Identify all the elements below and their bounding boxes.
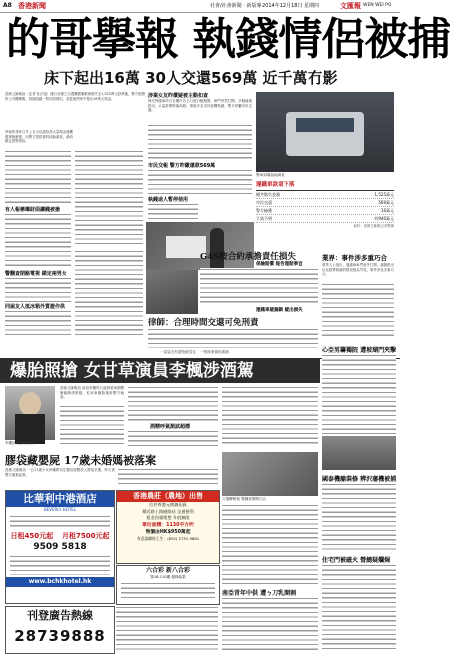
body-text-block	[5, 213, 71, 268]
table-row-value: 1,525萬元	[374, 192, 394, 197]
body-text-block	[322, 483, 396, 551]
table-source: 資料：香港文匯報記者整理	[353, 224, 394, 228]
photo-evidence-bags	[146, 270, 198, 314]
body-text-block	[148, 203, 198, 223]
body-text-block	[5, 277, 71, 302]
ad-farm-line1: 鄰近路上路避路站 交通便利	[142, 508, 194, 514]
ad-farm-title: 香港農莊（農地）出售	[117, 491, 219, 502]
body-text-block	[322, 354, 396, 434]
sub-heading-2: 有人報稱曝財面讓錢被搶	[5, 207, 61, 213]
body-text-block	[118, 468, 218, 486]
right-col-body: 業界人士指出，運錢車車門意外打開、錢箱跌出以至鈔票散落的情況極為罕見，事件涉及多重巧合。	[322, 263, 394, 277]
right-story-4-title: 南亞青年中供 遭ㄅ刀乳開割	[222, 590, 297, 597]
photo-body-shape	[15, 414, 45, 444]
g4s-title: G4S按合約承擔責任損失	[200, 252, 296, 262]
body-text-block	[75, 250, 143, 336]
ad-farm-price2: 售價由HK$950萬起	[145, 529, 191, 535]
ad-hotel-line1: 日租450元起	[10, 532, 54, 540]
body-text-block	[60, 405, 124, 445]
money-table	[256, 180, 394, 240]
body-text-block	[222, 504, 318, 584]
header-date: 2014年12月18日 星期四	[262, 3, 320, 9]
photo1-caption: 一對涉案情侶被捕	[200, 350, 229, 354]
ad-classified-tel: 28739888	[14, 627, 106, 645]
body-text-block	[116, 606, 218, 652]
lawyer-title: 律師：合理時間交還可免刑責	[148, 318, 259, 328]
actress-headline: 爆胎照搶 女甘草演員李楓涉酒駕	[10, 361, 254, 381]
photo-face-shape	[19, 392, 41, 416]
body-text-block	[5, 310, 71, 336]
lead-body-1: 香港文匯報訊（記者 杜法祖）運行存儲之行遇攔置運載保箱失去1,525萬元鈔票後，警方根據的士司機擧報，拘捕拾錢一對同居情侶，並從他們家中搜出16萬元現金。	[5, 92, 145, 101]
photo3-caption: 一袋袋含有證物被送往	[160, 350, 196, 354]
col2-heading: 涉案女友昨償疑被主動扣查	[148, 93, 209, 99]
ad-classified[interactable]	[5, 606, 115, 654]
page-header	[0, 0, 400, 13]
lottery-numbers	[121, 582, 215, 600]
ad-hotel-line2: 月租7500元起	[62, 532, 110, 540]
right-story-1-title: 心亞男籌獨院 遭坡瑚門夾擊	[322, 347, 397, 354]
ad-classified-title: 刊登廣告熱線	[27, 609, 93, 622]
table-row	[256, 215, 394, 223]
baby-story-title: 膠袋藏嬰屍 17歲未婚媽被落案	[5, 454, 157, 467]
sub-heading-3: 警翻查閉路電視 鎖定兩男女	[5, 271, 67, 277]
lottery-results	[116, 565, 220, 605]
photo-mid-lower	[222, 452, 318, 496]
table-row	[256, 199, 394, 207]
table-row-label: 下落不明	[256, 216, 272, 221]
paper-name: 文匯報	[340, 2, 361, 10]
lead-subhead: 床下起出16萬 30人交還569萬 近千萬冇影	[44, 69, 338, 87]
ad-hotel-name: 比華利中港酒店	[6, 491, 114, 507]
ad-hotel-prices	[6, 531, 114, 541]
col2-subheading-2: 執錢途人暫停使用	[148, 197, 189, 203]
table-row-label: 警方檢獲	[256, 208, 272, 213]
baby-story-body: 香港文匯報訊 一名17歲少女涉嫌將初生嬰兒屍體放入膠袋丟棄，昨日被警方落案起訴。	[5, 468, 115, 477]
table-row-label: 總共散失金額	[256, 192, 280, 197]
body-text-block	[222, 597, 318, 652]
photo-right-story	[322, 436, 396, 470]
body-text-block	[322, 564, 396, 652]
ad-hotel-sub: BEVERLY HOTEL	[43, 507, 77, 512]
table-row-value: 569萬元	[378, 200, 394, 205]
body-text-block	[148, 328, 318, 348]
photo-actress	[5, 386, 55, 440]
ad-farm-line2: 租金回報理想 升值無限	[146, 515, 190, 520]
body-text-block	[148, 169, 252, 195]
body-text-block	[322, 283, 394, 339]
table-row-value: 16萬元	[380, 208, 394, 213]
body-text-block	[128, 386, 218, 421]
ad-farm-price: 單位面積：1130平方呎	[142, 522, 194, 528]
paper-name-en: WEN WEI PO	[363, 3, 392, 8]
actress-headline-bar	[0, 359, 320, 383]
lottery-title: 六合彩 新八合彩	[145, 567, 191, 574]
header-left-info: 社會/社會新聞 · 新版專	[210, 3, 262, 9]
mid-photo-caption: 文揚驛報報 警翻查閉路巧合	[222, 497, 267, 501]
actress-sub: 酒精呼氣測試超標	[150, 424, 191, 430]
section-name: 香港新聞	[18, 2, 46, 10]
ad-farm[interactable]	[116, 490, 220, 564]
photo-police-vehicle	[256, 92, 394, 172]
sub-heading-4: 同屋友人抵冰箱外質證作供	[5, 304, 66, 310]
body-text-block	[75, 150, 143, 245]
lottery-body: 第18-110期 攪珠結果	[150, 575, 186, 579]
money-table-title: 運錢車款項下落	[256, 182, 295, 188]
ad-hotel-tel: 9509 5818	[33, 542, 87, 552]
money-table-rows	[256, 190, 394, 229]
photo-couple-arrest	[146, 222, 254, 270]
lead-headline: 的哥擧報 執錢情侶被捕	[6, 14, 450, 65]
ad-farm-contact: 有意請聯絡王生：(852) 2751 9882	[136, 535, 200, 541]
right-story-3-title: 住宅門被磁火 營總疑爛焗	[322, 557, 391, 564]
body-text-block	[128, 430, 218, 446]
g4s-sub: 運錢車疑漏鎖 疑出損失	[256, 308, 303, 313]
table-row-label: 市民交還	[256, 200, 272, 205]
photo2-caption: 警車到場協助調查	[256, 173, 285, 177]
photo-person-shape	[210, 228, 224, 268]
body-text-block	[200, 268, 318, 306]
table-row	[256, 191, 394, 199]
ad-hotel-text	[10, 515, 110, 529]
table-row	[256, 207, 394, 215]
photo-window-shape	[296, 118, 354, 132]
body-text-block	[148, 124, 252, 160]
ad-hotel[interactable]	[5, 490, 115, 604]
col2-body: 保安押運車昨日在灣仔告士打道行駛期間，車門突然打開，多個錢箱跌出，大量鈔票散落馬路。事後多名市民趁機執錢，警方呼籲市民交還。	[148, 99, 252, 113]
body-text-block	[5, 150, 71, 205]
actress-body: 香港文匯報訊 演員李楓昨日凌晨駕車期間懷疑醉酒駕駛，私家車爆胎後被警方截查。	[60, 386, 124, 400]
body-text-block	[222, 386, 318, 446]
col2-subheading: 市民交報 警方昨繳還款569萬	[148, 163, 216, 169]
lead-body-2: 涉案的哥昨日早上在大坑道拾得大量現金後驚覺事態嚴重，向警方提供資料協助調查，最終鎖定該對情侶。	[5, 130, 73, 144]
page-number: A8	[3, 2, 12, 9]
g4s-small-heading: 保險賠償 報告理賠事宜	[256, 262, 303, 267]
right-col-title: 業界：事件涉多重巧合	[322, 254, 387, 262]
ad-hotel-text	[10, 555, 110, 575]
table-row-value: 約940萬元	[374, 216, 394, 221]
ad-farm-sub: 位於香港元朗錦田區	[149, 502, 187, 507]
ad-hotel-web[interactable]: www.bchkhotel.hk	[6, 577, 114, 587]
actress-photo-caption: 李楓涉嫌醉駕被捕	[5, 441, 34, 445]
right-story-2-title: 國泰機艙裝修 辨沢藩機被捕	[322, 476, 397, 483]
